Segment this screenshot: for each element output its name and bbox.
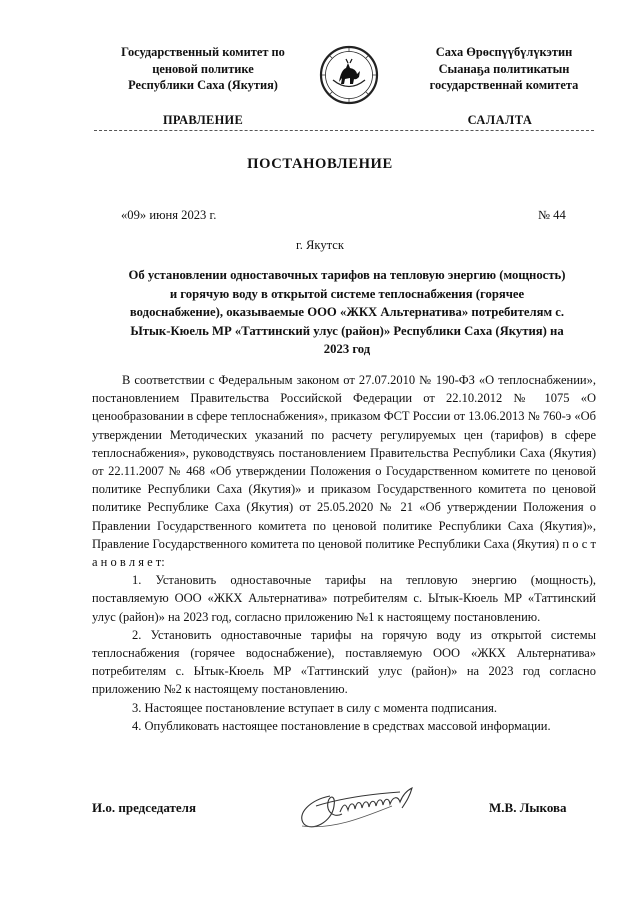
resolution-item: 2. Установить одноставочные тарифы на горячую воду из открытой системы теплоснабжения (горячее водоснабжение), поставляемую ООО «ЖКХ Альтернатива» потребителям с. Ытык-Кюель МР «Таттинский улус (район)» на 2023 год согласно приложению №2 к настоящему постановлению. [92, 627, 596, 697]
board-label-yakut: САЛАЛТА [467, 113, 533, 127]
document-title: ПОСТАНОВЛЕНИЕ [247, 156, 393, 172]
board-label-russian: ПРАВЛЕНИЕ [162, 113, 244, 127]
issuer-line: Государственный комитет по [121, 45, 285, 59]
decree-word: п о с т а н о в л я е т: [92, 536, 597, 570]
signatory-position: И.о. председателя [92, 800, 197, 815]
subject-line: Об установлении одноставочных тарифов на тепловую энергию (мощность) [128, 268, 566, 282]
coat-of-arms-emblem-icon [319, 44, 379, 106]
issuer-name-russian [92, 44, 314, 94]
subject-line: 2023 год [323, 342, 371, 357]
issuer-line: государственнай комитета [429, 78, 579, 92]
subject-line: и горячую воду в открытой системе теплоснабжения (горячее [169, 286, 525, 301]
issuer-line: Республики Саха (Якутия) [128, 78, 278, 92]
document-date: «09» июня 2023 г. [121, 208, 217, 222]
resolution-item: 4. Опубликовать настоящее постановление в средствах массовой информации. [132, 718, 551, 733]
signatory-name: М.В. Лыкова [489, 800, 567, 815]
preamble-paragraph [92, 371, 596, 571]
resolution-item: 3. Настоящее постановление вступает в силу с момента подписания. [132, 700, 498, 715]
issuer-line: ценовой политике [152, 61, 254, 76]
document-number: № 44 [538, 208, 566, 222]
issuer-line: Сыанаҕа политикатын [438, 61, 570, 76]
resolution-item: 1. Установить одноставочные тарифы на тепловую энергию (мощность), поставляемую ООО «ЖКХ Альтернатива» потребителям с. Ытык-Кюель МР «Таттинский улус (район)» на 2023 год, согласно приложению №1 к настоящему постановлению. [92, 573, 596, 624]
document-subject [88, 266, 606, 359]
document-city: г. Якутск [295, 238, 345, 252]
issuer-line: Саха Өрөспүүбүлүкэтин [435, 45, 573, 59]
preamble-text: В соответствии с Федеральным законом от 27.07.2010 № 190-ФЗ «О теплоснабжении», постановлением Правительства Российской Федерации от 22.10.2012 № 1075 «О ценообразовании в сфере теплоснабжения», приказом ФСТ России от 13.06.2013 № 760-э «Об утверждении Методических указаний по расчету регулируемых цен (тарифов) в сфере теплоснабжения», руководствуясь постановлением Правительства Республики Саха (Якутия) от 22.11.2007 № 468 «Об утверждении Положения о Государственном комитете по ценовой политике Республики Саха (Якутия)» и приказом Государственного комитета по ценовой политике Республике Саха (Якутия) от 25.05.2020 № 21 «Об утверждении Положения о Правлении Государственного комитета по ценовой политике Республики Саха (Якутия)», Правление Государственного комитета по ценовой политике Республики Саха (Якутия) [92, 373, 596, 551]
header-divider [94, 130, 594, 131]
subject-line: Ытык-Кюель МР «Таттинский улус (район)» Республики Саха (Якутия) на [130, 323, 564, 338]
document-body [92, 371, 596, 735]
issuer-name-yakut [398, 44, 610, 94]
subject-line: водоснабжение), оказываемые ООО «ЖКХ Альтернатива» потребителям с. [129, 305, 565, 320]
handwritten-signature-icon [282, 776, 442, 836]
